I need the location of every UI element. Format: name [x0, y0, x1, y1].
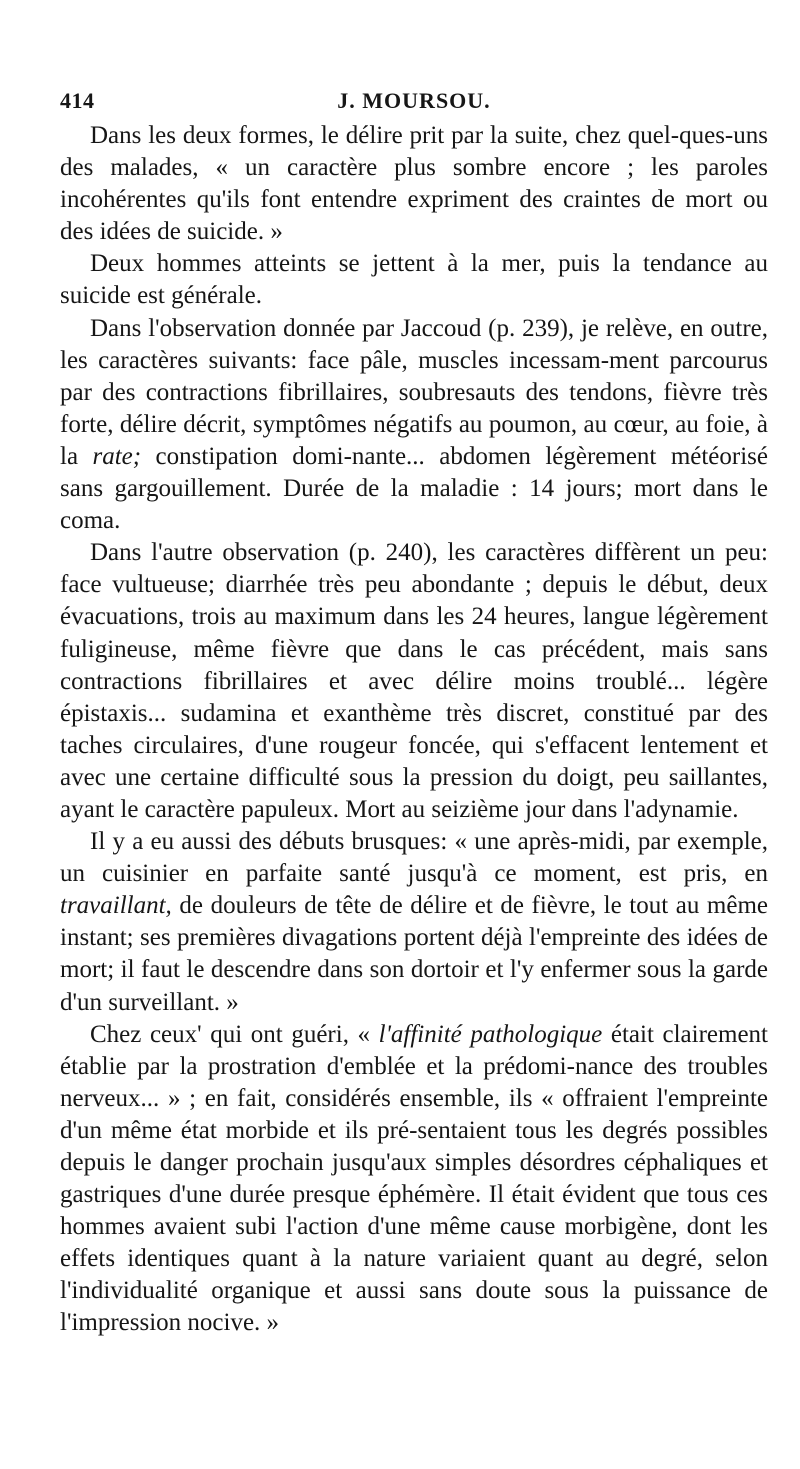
paragraph-text: était clairement établie par la prostration d'emblée et la prédomi-nance des troubles nerveux... » ; en fait, considérés ensemble, ils « offraient l'empreinte d'un même état morbide et ils pré-sentaient tous les degrés possibles depuis le danger prochain jusqu'aux simples désordres céphaliques et gastriques d'une durée presque éphémère. Il était évident que tous ces hommes avaient subi l'action d'une même cause morbigène, dont les effets identiques quant à la nature variaient quant au degré, selon l'individualité organique et aussi sans doute sous la puissance de l'impression nocive. »	[60, 1020, 768, 1337]
paragraph	[60, 313, 768, 538]
running-title: J. MOURSOU.	[337, 88, 491, 113]
paragraph: Dans l'autre observation (p. 240), les caractères diffèrent un peu: face vultueuse; diarrhée très peu abondante ; depuis le début, deux évacuations, trois au maximum dans les 24 heures, langue légèrement fuligineuse, même fièvre que dans le cas précédent, mais sans contractions fibrillaires et avec délire moins troublé... légère épistaxis... sudamina et exanthème très discret, constitué par des taches circulaires, d'une rougeur foncée, qui s'effacent lentement et avec une certaine difficulté sous la pression du doigt, peu saillantes, ayant le caractère papuleux. Mort au seizième jour dans l'adynamie.	[60, 539, 768, 823]
italic-text: l'affinité pathologique	[378, 1020, 603, 1048]
paragraph: Deux hommes atteints se jettent à la mer, puis la tendance au suicide est générale.	[60, 250, 768, 310]
page-header	[60, 80, 768, 120]
paragraph-text: Chez ceux' qui ont guéri, «	[90, 1020, 379, 1048]
italic-text: travaillant,	[60, 892, 172, 920]
paragraph-text: de douleurs de tête de délire et de fièvre, le tout au même instant; ses premières divagations portent déjà l'empreinte des idées de mort; il faut le descendre dans son dortoir et l'y enfermer sous la garde d'un surveillant. »	[60, 892, 768, 1016]
paragraph-text: constipation domi-nante... abdomen légèrement météorisé sans gargouillement. Durée de la maladie : 14 jours; mort dans le coma.	[60, 442, 768, 535]
paragraph	[60, 826, 768, 1019]
body-text	[60, 120, 768, 1340]
paragraph-text: Il y a eu aussi des débuts brusques: « une après-midi, par exemple, un cuisinier en parfaite santé jusqu'à ce moment, est pris, en	[60, 828, 768, 888]
paragraph-text: Dans l'observation donnée par Jaccoud (p. 239), je relève, en outre, les caractères suivants: face pâle, muscles incessam-ment parcourus par des contractions fibrillaires, soubresauts des tendons, fièvre très forte, délire décrit, symptômes négatifs au poumon, au cœur, au foie, à la	[60, 314, 768, 470]
paragraph	[60, 1019, 768, 1340]
book-page	[60, 80, 768, 1340]
italic-text: rate;	[92, 442, 142, 470]
paragraph: Dans les deux formes, le délire prit par la suite, chez quel-ques-uns des malades, « un caractère plus sombre encore ; les paroles incohérentes qu'ils font entendre expriment des craintes de mort ou des idées de suicide. »	[60, 122, 768, 246]
page-number: 414	[60, 88, 95, 113]
